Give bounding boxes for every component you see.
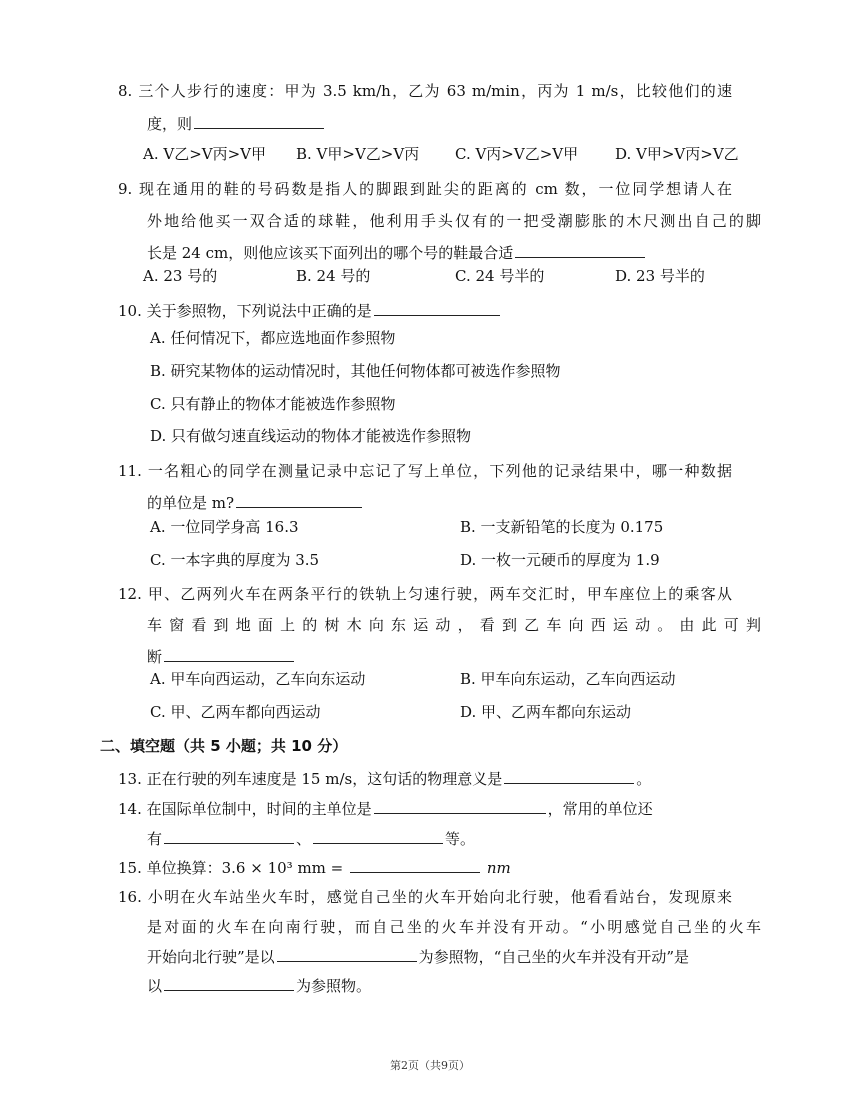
q8-line2-text: 度，则 <box>147 115 193 133</box>
q11-option-a: A. 一位同学身高 16.3 <box>150 518 299 536</box>
q10-line1 <box>118 299 502 322</box>
q9-line2: 外地给他买一双合适的球鞋，他利用手头仅有的一把受潮膨胀的木尺测出自己的脚 <box>147 212 761 230</box>
q16-text-4b: 为参照物。 <box>296 977 372 995</box>
q12-line3-text: 断 <box>147 648 163 666</box>
q11-answer-blank[interactable] <box>236 491 362 508</box>
q8-answer-blank[interactable] <box>194 112 324 129</box>
q14-answer-blank-1[interactable] <box>374 797 546 814</box>
q14-text-3: 有 <box>147 830 163 848</box>
q10-option-c: C. 只有静止的物体才能被选作参照物 <box>150 395 396 413</box>
q14-text: 14. 在国际单位制中，时间的主单位是 <box>118 800 372 818</box>
q8-option-c: C. V丙>V乙>V甲 <box>455 145 579 163</box>
q9-option-c: C. 24 号半的 <box>455 267 545 285</box>
q16-answer-blank-1[interactable] <box>277 945 417 962</box>
q12-line1: 12. 甲、乙两列火车在两条平行的铁轨上匀速行驶，两车交汇时，甲车座位上的乘客从 <box>118 585 732 603</box>
q10-option-b: B. 研究某物体的运动情况时，其他任何物体都可被选作参照物 <box>150 362 561 380</box>
q16-line2: 是对面的火车在向南行驶，而自己坐的火车并没有开动。“小明感觉自己坐的火车 <box>147 918 761 936</box>
q16-text-3a: 开始向北行驶”是以 <box>147 948 275 966</box>
q9-line1: 9. 现在通用的鞋的号码数是指人的脚跟到趾尖的距离的 cm 数，一位同学想请人在 <box>118 180 732 198</box>
q12-line2: 车窗看到地面上的树木向东运动，看到乙车向西运动。由此可判 <box>147 616 761 634</box>
q16-text-3b: 为参照物，“自己坐的火车并没有开动”是 <box>418 948 690 966</box>
q12-line3 <box>147 645 296 668</box>
q12-option-a: A. 甲车向西运动，乙车向东运动 <box>150 670 366 688</box>
q15-unit: nm <box>486 859 511 877</box>
q10-answer-blank[interactable] <box>374 299 500 316</box>
q13-answer-blank[interactable] <box>504 767 634 784</box>
page-footer: 第2页（共9页） <box>390 1059 470 1072</box>
q11-line1: 11. 一名粗心的同学在测量记录中忘记了写上单位，下列他的记录结果中，哪一种数据 <box>118 462 732 480</box>
q16-answer-blank-2[interactable] <box>164 974 294 991</box>
q8-line2 <box>147 112 326 135</box>
q11-line2-text: 的单位是 m? <box>147 494 235 512</box>
q9-option-d: D. 23 号半的 <box>615 267 705 285</box>
q14-text-5: 等。 <box>445 830 476 848</box>
q16-line1: 16. 小明在火车站坐火车时，感觉自己坐的火车开始向北行驶，他看看站台，发现原来 <box>118 888 732 906</box>
q13-line <box>118 767 651 790</box>
q8-option-a: A. V乙>V丙>V甲 <box>143 145 267 163</box>
q8-option-d: D. V甲>V丙>V乙 <box>615 145 739 163</box>
q9-answer-blank[interactable] <box>515 241 645 258</box>
q13-end: 。 <box>636 770 652 788</box>
q12-option-d: D. 甲、乙两车都向东运动 <box>460 703 632 721</box>
q9-line3-text: 长是 24 cm，则他应该买下面列出的哪个号的鞋最合适 <box>147 244 514 262</box>
q10-line1-text: 10. 关于参照物，下列说法中正确的是 <box>118 302 372 320</box>
q9-line3 <box>147 241 647 264</box>
q10-option-a: A. 任何情况下，都应选地面作参照物 <box>150 329 396 347</box>
q14-answer-blank-2[interactable] <box>164 827 294 844</box>
q8-option-b: B. V甲>V乙>V丙 <box>296 145 420 163</box>
q11-option-d: D. 一枚一元硬币的厚度为 1.9 <box>460 551 660 569</box>
q10-option-d: D. 只有做匀速直线运动的物体才能被选作参照物 <box>150 427 472 445</box>
q14-text-2: ，常用的单位还 <box>547 800 653 818</box>
q15-text: 15. 单位换算：3.6 × 10³ mm = <box>118 859 344 877</box>
q15-answer-blank[interactable] <box>350 856 480 873</box>
q16-text-4a: 以 <box>147 977 163 995</box>
q12-answer-blank[interactable] <box>164 645 294 662</box>
q15-line <box>118 856 511 879</box>
q11-option-c: C. 一本字典的厚度为 3.5 <box>150 551 320 569</box>
q12-option-b: B. 甲车向东运动，乙车向西运动 <box>460 670 676 688</box>
q16-line3 <box>147 945 689 968</box>
q9-option-a: A. 23 号的 <box>143 267 218 285</box>
q14-answer-blank-3[interactable] <box>313 827 443 844</box>
q8-line1: 8. 三个人步行的速度：甲为 3.5 km/h，乙为 63 m/min，丙为 1 m/s，比较他们的速 <box>118 82 732 100</box>
q11-option-b: B. 一支新铅笔的长度为 0.175 <box>460 518 664 536</box>
q13-text: 13. 正在行驶的列车速度是 15 m/s，这句话的物理意义是 <box>118 770 503 788</box>
q12-option-c: C. 甲、乙两车都向西运动 <box>150 703 321 721</box>
q14-line2 <box>147 827 475 850</box>
q14-line1 <box>118 797 653 820</box>
q11-line2 <box>147 491 364 514</box>
q16-line4 <box>147 974 371 997</box>
q14-text-4: 、 <box>296 830 312 848</box>
section-fill-in-blank-heading: 二、填空题（共 5 小题；共 10 分） <box>100 737 348 755</box>
q9-option-b: B. 24 号的 <box>296 267 371 285</box>
